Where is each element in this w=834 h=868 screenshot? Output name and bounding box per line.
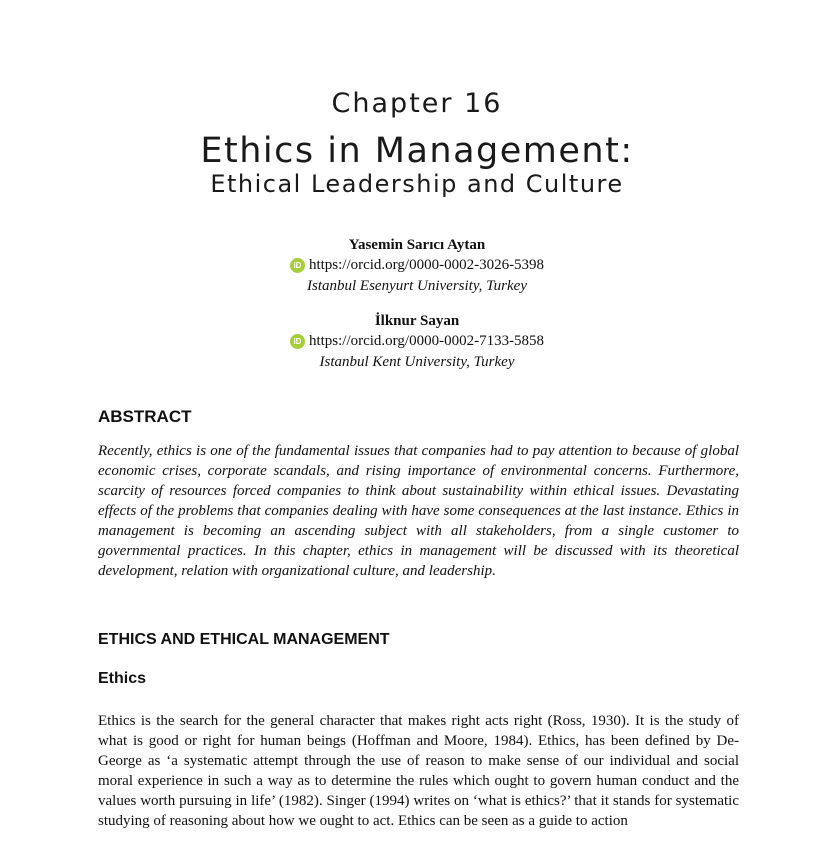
orcid-link[interactable]: https://orcid.org/0000-0002-3026-5398 xyxy=(308,257,545,273)
author-name: İlknur Sayan xyxy=(374,313,460,329)
author-affiliation: Istanbul Esenyurt University, Turkey xyxy=(307,278,527,294)
chapter-label: Chapter 16 xyxy=(331,88,503,119)
section-heading: ETHICS AND ETHICAL MANAGEMENT xyxy=(98,631,390,648)
orcid-icon: iD xyxy=(290,258,305,273)
orcid-line xyxy=(0,257,834,274)
chapter-subtitle: Ethical Leadership and Culture xyxy=(210,170,624,198)
abstract-text: Recently, ethics is one of the fundamental issues that companies had to pay attention to because of global economic crises, corporate scandals, and rising importance of environmental concerns. Furthermore, scarcity of resources forced companies to think about sustainability within ethical issues. Devastating effects of the problems that companies dealing with have some consequences at the last instance. Ethics in management is becoming an ascending subject with all stakeholders, from a single customer to governmental practices. In this chapter, ethics in management will be discussed with its theoretical development, relation with organizational culture, and leadership. xyxy=(98,443,739,579)
orcid-icon: iD xyxy=(290,334,305,349)
author-block-2 xyxy=(0,313,834,371)
abstract-heading: ABSTRACT xyxy=(98,407,192,426)
author-block-1 xyxy=(0,237,834,295)
section-subheading: Ethics xyxy=(98,670,147,687)
orcid-link[interactable]: https://orcid.org/0000-0002-7133-5858 xyxy=(308,333,545,349)
author-name: Yasemin Sarıcı Aytan xyxy=(348,237,486,253)
body-paragraph: Ethics is the search for the general character that makes right acts right (Ross, 1930). It is the study of what is good or right for human beings (Hoffman and Moore, 1984). Ethics, has been defined by De-George as ‘a systematic attempt through the use of reason to make sense of our individual and social moral experience in such a way as to determine the rules which ought to govern human conduct and the values worth pursuing in life’ (1982). Singer (1994) writes on ‘what is ethics?’ that it stands for systematic studying of reasoning about how we ought to act. Ethics can be seen as a guide to action xyxy=(98,713,739,829)
chapter-title: Ethics in Management: xyxy=(200,131,634,171)
orcid-line xyxy=(0,333,834,350)
author-affiliation: Istanbul Kent University, Turkey xyxy=(319,354,515,370)
